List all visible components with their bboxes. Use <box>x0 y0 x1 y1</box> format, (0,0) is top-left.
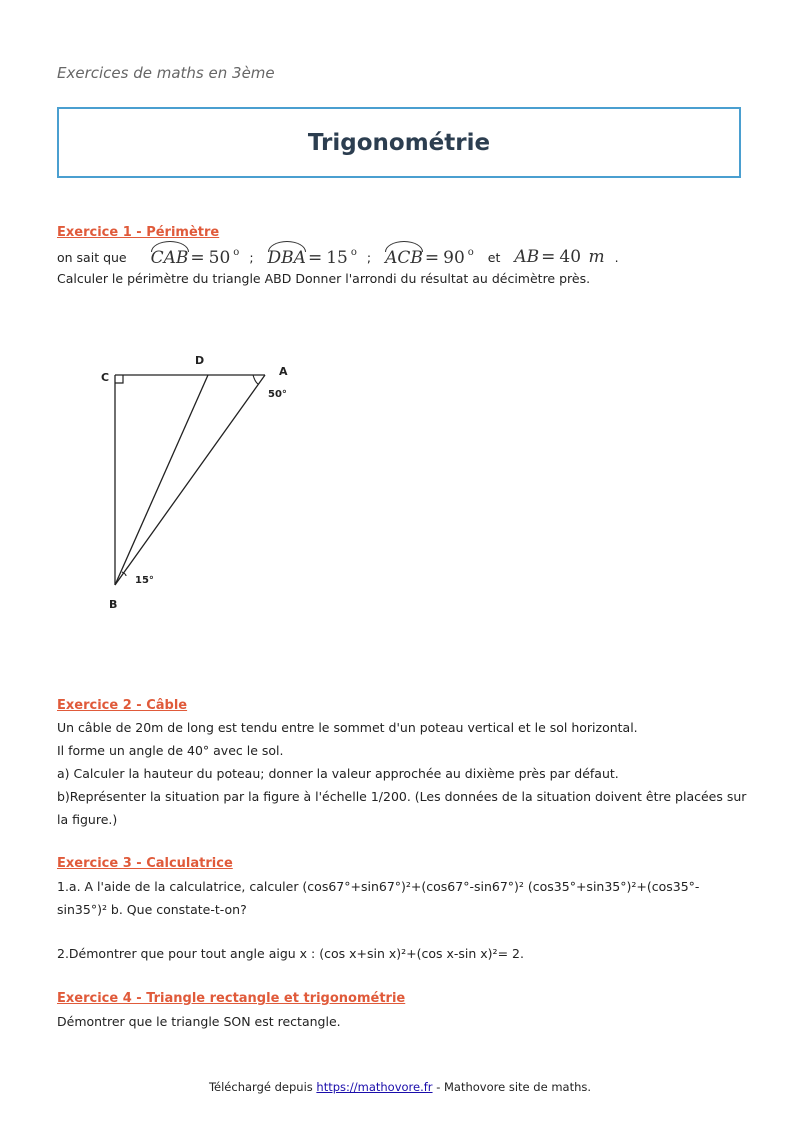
right-angle-mark <box>115 375 123 383</box>
given-end-dot: . <box>614 249 619 265</box>
exercise-1-given <box>57 244 619 270</box>
title-box <box>57 107 741 178</box>
footer-prefix: Téléchargé depuis <box>208 1080 317 1094</box>
exercise-4-text: Démontrer que le triangle SON est rectangle. <box>57 1014 341 1029</box>
length-ab-value: 40 <box>559 247 582 267</box>
separator-1: ; <box>249 249 254 265</box>
angle-arc-a <box>253 375 258 384</box>
footer <box>0 1080 800 1094</box>
exercise-2-line: a) Calculer la hauteur du poteau; donner la valeur approchée au dixième près par défaut. <box>57 766 619 781</box>
exercise-1-question: Calculer le périmètre du triangle ABD Donner l'arrondi du résultat au décimètre près. <box>57 271 591 286</box>
length-ab: AB = 40 m <box>514 247 605 267</box>
exercise-1-title: Exercice 1 - Périmètre <box>57 225 220 240</box>
label-angle-a: 50° <box>268 389 287 400</box>
label-angle-b: 15° <box>135 575 154 586</box>
triangle-figure <box>95 350 315 624</box>
given-prefix: on sait que <box>57 249 127 265</box>
segment-bd <box>115 375 208 585</box>
exercise-3-part1: 1.a. A l'aide de la calculatrice, calculer (cos67°+sin67°)²+(cos67°-sin67°)² (cos35°+sin35°)²+(cos35°-sin35°)² b. Que constate-t-on? <box>57 879 700 917</box>
page-title: Trigonométrie <box>307 129 491 156</box>
angle-cab-value: 50 <box>208 247 231 268</box>
label-c: C <box>101 371 110 384</box>
angle-cab-name: CAB <box>150 247 189 268</box>
label-d: D <box>195 354 205 367</box>
angle-dba-name: DBA <box>267 247 306 268</box>
angle-cab: CAB = 50 $^o$ <box>150 246 240 268</box>
exercise-2-text <box>57 716 747 831</box>
exercise-3-part2: 2.Démontrer que pour tout angle aigu x : (cos x+sin x)²+(cos x-sin x)²= 2. <box>57 946 524 961</box>
footer-suffix: - Mathovore site de maths. <box>432 1080 592 1094</box>
angle-acb-value: 90 <box>443 247 465 268</box>
separator-2: ; <box>366 249 372 265</box>
exercise-2-line: b)Représenter la situation par la figure à l'échelle 1/200. (Les données de la situation doivent être placées sur la figure.) <box>57 789 747 827</box>
exercise-2-line: Il forme un angle de 40° avec le sol. <box>57 743 284 758</box>
exercise-3-title: Exercice 3 - Calculatrice <box>57 856 233 871</box>
angle-dba-value: 15 <box>326 247 348 268</box>
connector-et: et <box>487 249 501 265</box>
segment-ba <box>115 375 265 585</box>
exercise-2-title: Exercice 2 - Câble <box>57 698 188 713</box>
length-ab-unit: m <box>588 247 605 267</box>
label-a: A <box>279 365 288 378</box>
angle-acb: ACB = 90 $^o$ <box>385 246 474 268</box>
exercise-4-title: Exercice 4 - Triangle rectangle et trigonométrie <box>57 991 406 1006</box>
document-subtitle: Exercices de maths en 3ème <box>57 64 275 82</box>
footer-link[interactable]: https://mathovore.fr <box>316 1080 433 1094</box>
length-ab-name: AB <box>514 247 540 267</box>
angle-acb-name: ACB <box>385 247 423 268</box>
exercise-2-line: Un câble de 20m de long est tendu entre le sommet d'un poteau vertical et le sol horizontal. <box>57 720 638 735</box>
label-b: B <box>109 598 118 611</box>
angle-dba: DBA = 15 $^o$ <box>267 246 357 268</box>
